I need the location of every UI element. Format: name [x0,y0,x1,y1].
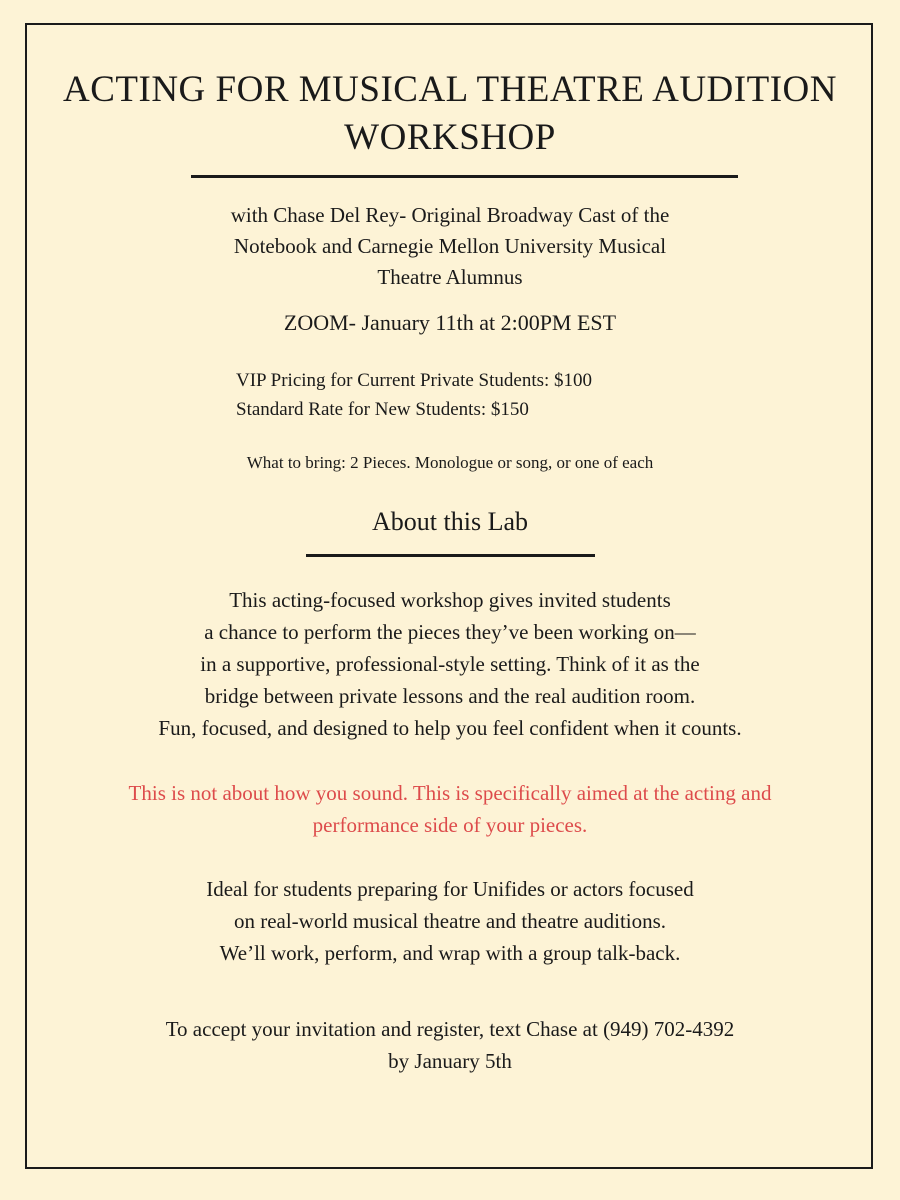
ideal-line: We’ll work, perform, and wrap with a group talk-back. [219,941,681,965]
ideal-for-paragraph [0,873,900,969]
ideal-line: on real-world musical theatre and theatre auditions. [233,909,667,933]
credit-line-3: Theatre Alumnus [377,265,523,289]
title-line-2: WORKSHOP [344,117,556,158]
pricing-info [236,366,736,424]
about-line: This acting-focused workshop gives invited students [229,588,671,612]
vip-price: VIP Pricing for Current Private Students: $100 [236,370,593,391]
ideal-line: Ideal for students preparing for Unifides or actors focused [206,877,694,901]
event-date-time: ZOOM- January 11th at 2:00PM EST [283,310,617,335]
instructor-credit [0,200,900,293]
page-title [0,66,900,162]
about-line: in a supportive, professional-style setting. Think of it as the [200,652,700,676]
register-line-1: To accept your invitation and register, text Chase at (949) 702-4392 [165,1017,735,1041]
what-to-bring: What to bring: 2 Pieces. Monologue or song, or one of each [246,453,654,472]
credit-line-1: with Chase Del Rey- Original Broadway Cast of the [230,203,670,227]
title-divider [191,175,738,178]
note-line: This is not about how you sound. This is specifically aimed at the acting and [128,781,772,805]
registration-instructions [0,1013,900,1077]
title-line-1: ACTING FOR MUSICAL THEATRE AUDITION [63,69,837,110]
note-line: performance side of your pieces. [312,813,588,837]
about-line: bridge between private lessons and the real audition room. [204,684,696,708]
about-divider [306,554,595,557]
standard-price: Standard Rate for New Students: $150 [236,399,529,420]
about-heading: About this Lab [372,507,528,536]
about-line: a chance to perform the pieces they’ve been working on— [204,620,696,644]
credit-line-2: Notebook and Carnegie Mellon University Musical [233,234,667,258]
about-line: Fun, focused, and designed to help you feel confident when it counts. [158,716,742,740]
about-paragraph [0,584,900,744]
acting-focus-note [0,777,900,841]
register-deadline: by January 5th [388,1049,512,1073]
